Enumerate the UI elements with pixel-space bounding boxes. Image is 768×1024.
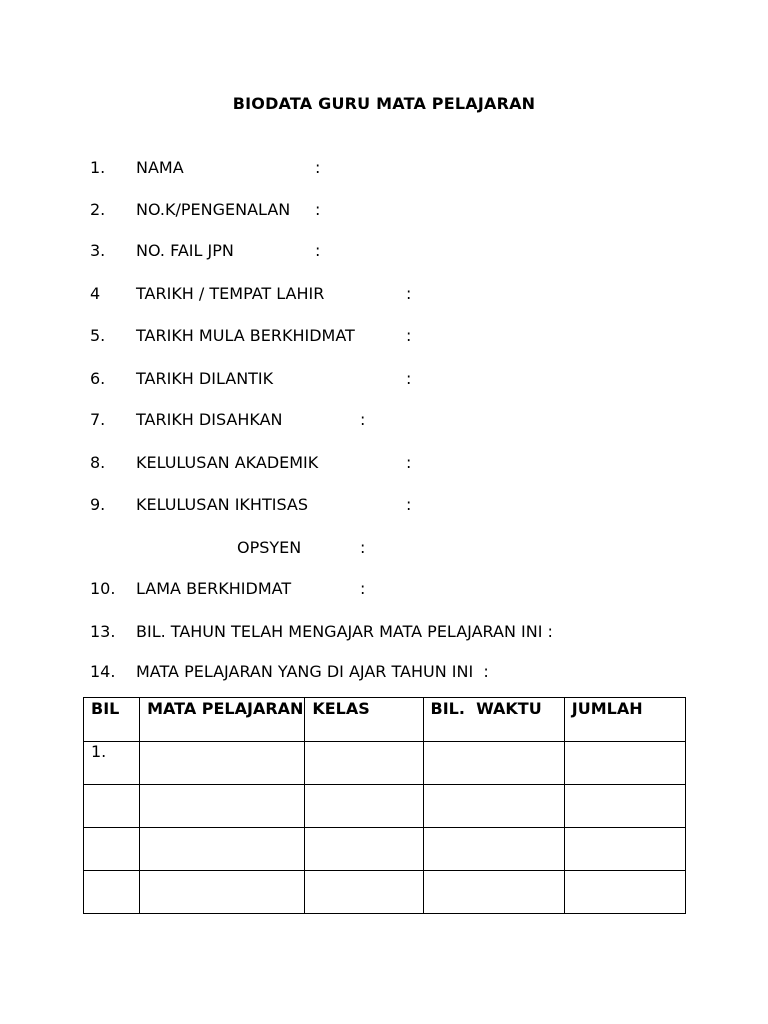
field-tarikh-dilantik	[0, 369, 768, 393]
table-cell	[305, 828, 423, 871]
col-header-mata-pelajaran: MATA PELAJARAN	[140, 698, 305, 742]
col-header-bil-waktu: BIL. WAKTU	[423, 698, 564, 742]
field-label: NAMA	[136, 158, 184, 177]
field-number: 4	[90, 284, 101, 303]
field-kelulusan-ikhtisas	[0, 495, 768, 519]
field-tarikh-mula	[0, 326, 768, 350]
field-label: NO. FAIL JPN	[136, 241, 234, 260]
field-colon: :	[360, 579, 366, 598]
field-number: 14.	[90, 662, 116, 681]
field-colon: :	[406, 284, 412, 303]
field-tarikh-lahir	[0, 284, 768, 308]
table-cell	[140, 785, 305, 828]
col-header-kelas: KELAS	[305, 698, 423, 742]
table-cell	[140, 828, 305, 871]
field-tarikh-disahkan	[0, 410, 768, 434]
table-cell	[84, 871, 140, 914]
field-number: 7.	[90, 410, 106, 429]
field-number: 13.	[90, 622, 116, 641]
field-label: MATA PELAJARAN YANG DI AJAR TAHUN INI :	[136, 662, 489, 681]
field-label: TARIKH MULA BERKHIDMAT	[136, 326, 355, 345]
field-colon: :	[360, 410, 366, 429]
col-header-jumlah: JUMLAH	[564, 698, 685, 742]
field-number: 1.	[90, 158, 106, 177]
field-no-kp	[0, 200, 768, 224]
field-label: NO.K/PENGENALAN	[136, 200, 291, 219]
field-label: TARIKH DISAHKAN	[136, 410, 283, 429]
table-cell	[423, 828, 564, 871]
field-colon: :	[406, 369, 412, 388]
table-cell	[84, 785, 140, 828]
field-label: TARIKH DILANTIK	[136, 369, 274, 388]
table-row	[84, 742, 686, 785]
col-header-bil: BIL	[84, 698, 140, 742]
field-kelulusan-akademik	[0, 453, 768, 477]
table-row	[84, 828, 686, 871]
field-number: 2.	[90, 200, 106, 219]
table-cell	[84, 828, 140, 871]
subject-table	[83, 697, 686, 914]
field-number: 10.	[90, 579, 116, 598]
table-header-row	[84, 698, 686, 742]
field-label: KELULUSAN AKADEMIK	[136, 453, 319, 472]
table-cell	[564, 785, 685, 828]
field-bil-tahun	[0, 622, 768, 646]
field-number: 3.	[90, 241, 106, 260]
field-number: 9.	[90, 495, 106, 514]
field-number: 8.	[90, 453, 106, 472]
table-cell	[564, 871, 685, 914]
field-label: BIL. TAHUN TELAH MENGAJAR MATA PELAJARAN INI :	[136, 622, 553, 641]
field-colon: :	[406, 453, 412, 472]
table-cell	[564, 742, 685, 785]
table-cell	[305, 785, 423, 828]
field-no-fail	[0, 241, 768, 265]
table-cell	[140, 871, 305, 914]
field-label: LAMA BERKHIDMAT	[136, 579, 292, 598]
field-mata-pelajaran	[0, 662, 768, 686]
table-cell	[423, 785, 564, 828]
field-number: 5.	[90, 326, 106, 345]
field-lama-berkhidmat	[0, 579, 768, 603]
table-cell	[305, 871, 423, 914]
form-title: BIODATA GURU MATA PELAJARAN	[232, 94, 536, 113]
field-label: KELULUSAN IKHTISAS	[136, 495, 308, 514]
table-cell	[305, 742, 423, 785]
table-cell	[564, 828, 685, 871]
table-cell: 1.	[84, 742, 140, 785]
table-row	[84, 785, 686, 828]
field-opsyen	[0, 538, 768, 562]
field-label: OPSYEN	[237, 538, 302, 557]
table-cell	[423, 742, 564, 785]
field-colon: :	[406, 495, 412, 514]
field-colon: :	[315, 200, 321, 219]
field-colon: :	[360, 538, 366, 557]
table-cell	[423, 871, 564, 914]
table-cell	[140, 742, 305, 785]
field-number: 6.	[90, 369, 106, 388]
table-row	[84, 871, 686, 914]
field-nama	[0, 158, 768, 182]
field-label: TARIKH / TEMPAT LAHIR	[136, 284, 325, 303]
field-colon: :	[315, 158, 321, 177]
field-colon: :	[315, 241, 321, 260]
field-colon: :	[406, 326, 412, 345]
